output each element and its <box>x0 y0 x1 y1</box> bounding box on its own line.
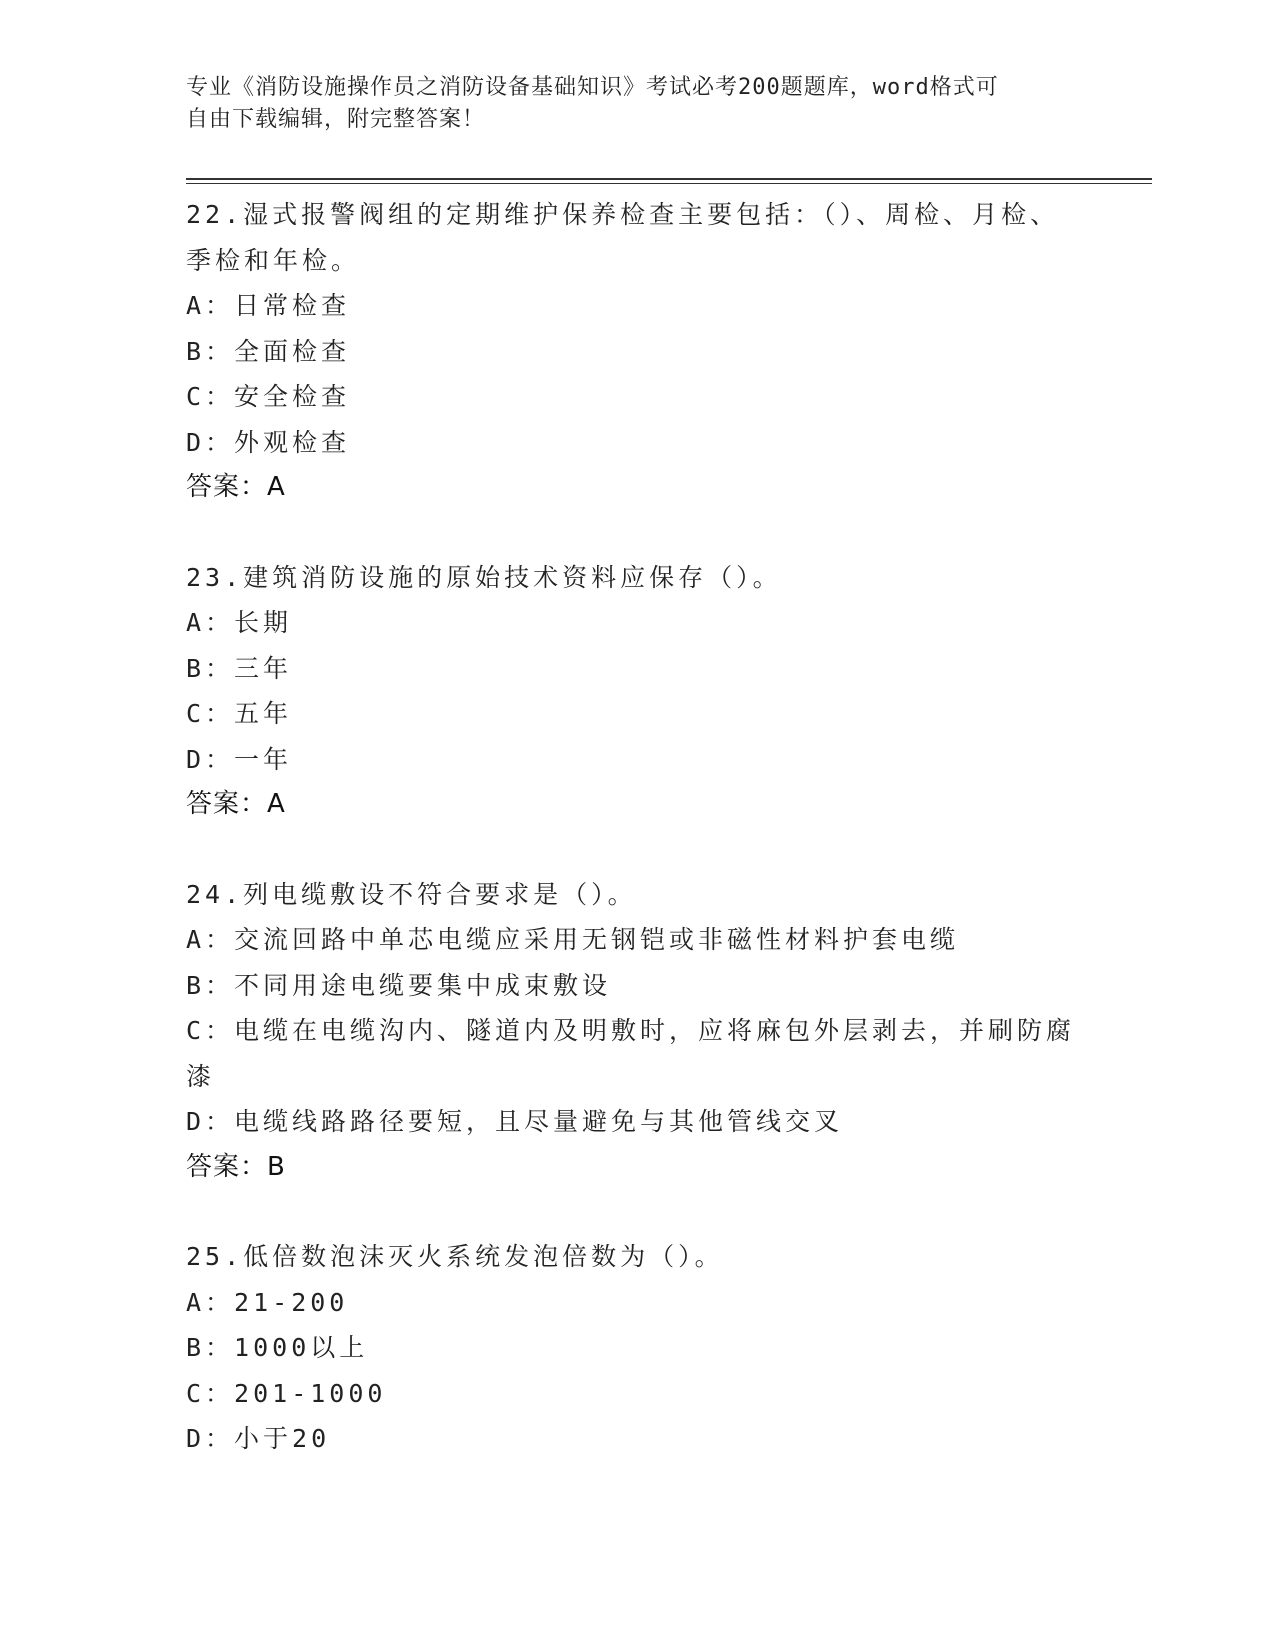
question-block <box>186 555 1086 828</box>
answer-option: B：全面检查 <box>186 336 351 366</box>
answer-value: B <box>267 1151 286 1182</box>
answer-option: A：交流回路中单芯电缆应采用无钢铠或非磁性材料护套电缆 <box>186 925 960 954</box>
question-list <box>186 192 1086 1506</box>
correct-answer <box>186 782 1086 828</box>
answer-option: C：五年 <box>186 699 293 728</box>
header-line-2: 自由下载编辑，附完整答案！ <box>186 107 486 132</box>
answer-option: C：201-1000 <box>186 1378 387 1408</box>
question-block <box>186 1234 1086 1462</box>
correct-answer <box>186 1145 1086 1191</box>
document-header <box>186 72 1086 136</box>
answer-value: A <box>267 789 286 819</box>
header-line-1: 专业《消防设施操作员之消防设备基础知识》考试必考200题题库，word格式可 <box>186 75 999 100</box>
correct-answer <box>186 465 1086 511</box>
question-stem: 24.列电缆敷设不符合要求是（）。 <box>186 879 637 909</box>
question-stem: 22.湿式报警阀组的定期维护保养检查主要包括：（）、周检、月检、 <box>186 200 1060 229</box>
answer-label: 答案： <box>186 789 268 819</box>
answer-label: 答案： <box>186 1151 268 1182</box>
question-stem: 季检和年检。 <box>186 245 361 275</box>
answer-option: D：一年 <box>186 744 293 774</box>
answer-option: D：电缆线路路径要短，且尽量避免与其他管线交叉 <box>186 1107 844 1136</box>
answer-value: A <box>267 472 286 502</box>
answer-option: C：电缆在电缆沟内、隧道内及明敷时，应将麻包外层剥去，并刷防腐 <box>186 1016 1076 1045</box>
answer-option: B：1000以上 <box>186 1333 369 1362</box>
answer-option: B：三年 <box>186 653 293 683</box>
answer-option: 漆 <box>186 1061 216 1091</box>
answer-option: A：21-200 <box>186 1287 349 1317</box>
answer-option: A：日常检查 <box>186 291 351 320</box>
answer-option: C：安全检查 <box>186 382 351 411</box>
question-block <box>186 872 1086 1191</box>
answer-option: B：不同用途电缆要集中成束敷设 <box>186 970 612 1000</box>
question-stem: 23.建筑消防设施的原始技术资料应保存（）。 <box>186 562 782 592</box>
answer-label: 答案： <box>186 472 268 502</box>
answer-option: D：小于20 <box>186 1424 331 1453</box>
answer-option: A：长期 <box>186 608 293 637</box>
header-divider-thin <box>186 183 1152 184</box>
answer-option: D：外观检查 <box>186 427 351 457</box>
header-divider-thick <box>186 178 1152 180</box>
question-block <box>186 192 1086 511</box>
question-stem: 25.低倍数泡沫灭火系统发泡倍数为（）。 <box>186 1242 724 1271</box>
